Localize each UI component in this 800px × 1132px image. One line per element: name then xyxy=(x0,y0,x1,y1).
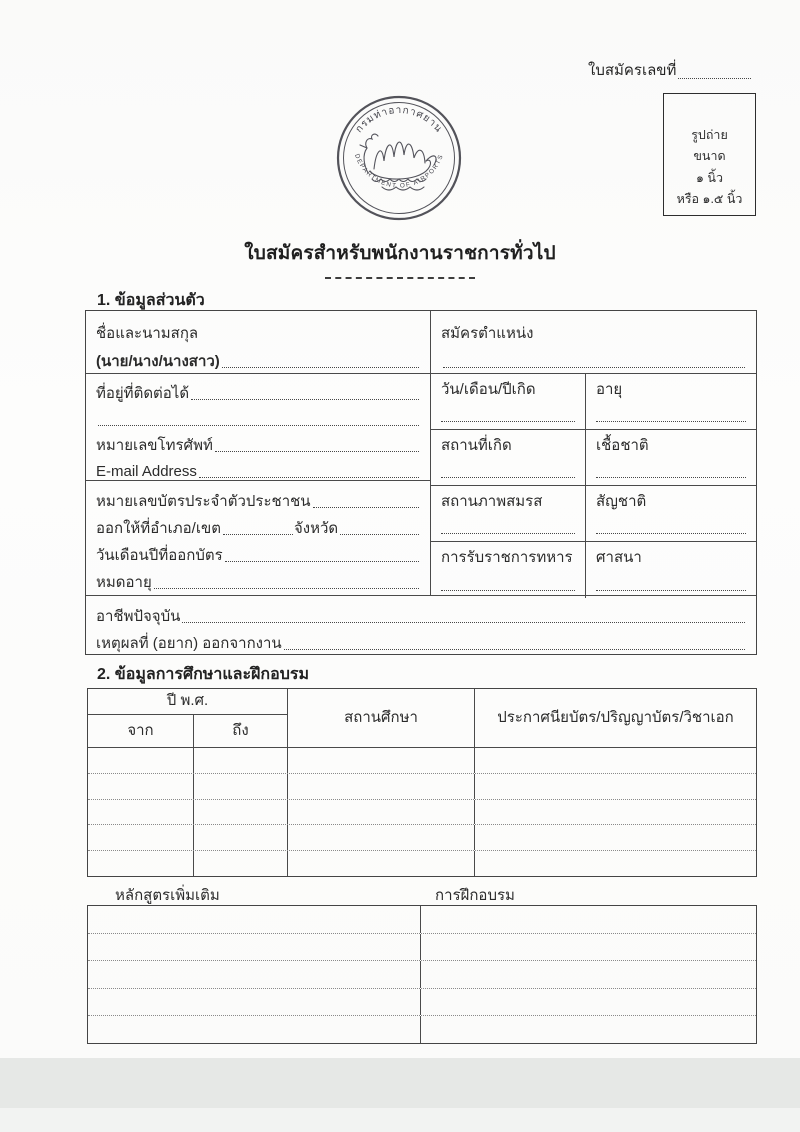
dob-blank xyxy=(441,421,575,422)
religion-cell xyxy=(586,542,756,598)
occupation-label: อาชีพปัจจุบัน xyxy=(96,607,181,625)
military-cell xyxy=(431,542,586,598)
course-training-table xyxy=(87,905,757,1044)
extra-course-label: หลักสูตรเพิ่มเติม xyxy=(115,887,220,904)
issue-date-blank xyxy=(225,561,419,562)
application-number-blank xyxy=(678,78,751,79)
name-blank xyxy=(222,367,419,368)
birthplace-cell xyxy=(431,430,586,485)
year-header: ปี พ.ศ. xyxy=(88,689,287,715)
to-header: ถึง xyxy=(232,721,249,739)
issued-at-label: ออกให้ที่อำเภอ/เขต xyxy=(96,519,221,537)
name-cell xyxy=(86,311,431,373)
education-row xyxy=(88,800,756,826)
education-row xyxy=(88,774,756,800)
dob-label: วัน/เดือน/ปีเกิด xyxy=(441,381,536,398)
photo-box-line: หรือ ๑.๕ นิ้ว xyxy=(676,191,743,206)
age-label: อายุ xyxy=(596,381,623,398)
course-training-row xyxy=(88,989,756,1017)
address-id-column xyxy=(86,374,431,595)
department-of-airports-seal xyxy=(334,93,464,223)
nationality-label: สัญชาติ xyxy=(596,493,647,510)
education-row xyxy=(88,851,756,876)
race-label: เชื้อชาติ xyxy=(596,437,649,454)
nationality-cell xyxy=(586,486,756,541)
certificate-header: ประกาศนียบัตร/ปริญญาบัตร/วิชาเอก xyxy=(497,708,734,726)
school-header: สถานศึกษา xyxy=(288,689,475,747)
province-label: จังหวัด xyxy=(293,519,339,537)
occupation-blank xyxy=(182,622,745,623)
from-header: จาก xyxy=(88,715,194,747)
id-card-cell xyxy=(86,480,430,595)
title-underline xyxy=(325,277,475,279)
issued-at-blank xyxy=(223,534,293,535)
application-number-label: ใบสมัครเลขที่ xyxy=(588,62,677,79)
name-label: ชื่อและนามสกุล xyxy=(96,324,199,342)
education-table xyxy=(87,688,757,877)
address-cell xyxy=(86,374,430,480)
form-title: ใบสมัครสำหรับพนักงานราชการทั่วไป xyxy=(244,243,556,264)
marital-blank xyxy=(441,533,575,534)
address-label: ที่อยู่ที่ติดต่อได้ xyxy=(96,384,190,402)
marital-cell xyxy=(431,486,586,541)
course-training-row xyxy=(88,1016,756,1043)
education-row xyxy=(88,748,756,774)
religion-label: ศาสนา xyxy=(596,549,642,566)
marital-label: สถานภาพสมรส xyxy=(441,493,543,510)
phone-label: หมายเลขโทรศัพท์ xyxy=(96,436,213,454)
issue-date-label: วันเดือนปีที่ออกบัตร xyxy=(96,546,223,564)
year-header-group xyxy=(88,689,288,747)
seal-graphic xyxy=(334,93,464,223)
education-table-body xyxy=(88,748,756,876)
id-card-blank xyxy=(313,507,419,508)
personal-info-table xyxy=(85,310,757,655)
email-label: E-mail Address xyxy=(96,462,197,480)
application-number-line xyxy=(588,58,752,82)
position-blank xyxy=(443,367,745,368)
scanner-shadow-band xyxy=(0,1058,800,1108)
age-cell xyxy=(586,374,756,429)
birthplace-blank xyxy=(441,477,575,478)
age-blank xyxy=(596,421,746,422)
leave-reason-blank xyxy=(284,649,745,650)
email-blank xyxy=(199,477,419,478)
photo-box-line: ขนาด xyxy=(693,149,726,164)
religion-blank xyxy=(596,590,746,591)
dob-cell xyxy=(431,374,586,429)
position-cell xyxy=(431,311,756,373)
scanner-edge-band xyxy=(0,1108,800,1132)
education-row xyxy=(88,825,756,851)
position-label: สมัครตำแหน่ง xyxy=(441,324,534,342)
province-blank xyxy=(340,534,419,535)
address-blank xyxy=(191,399,419,400)
expiry-label: หมดอายุ xyxy=(96,573,152,591)
name-position-row xyxy=(86,311,756,373)
race-cell xyxy=(586,430,756,485)
photo-box xyxy=(663,93,756,216)
address-blank2 xyxy=(98,425,419,426)
military-label: การรับราชการทหาร xyxy=(441,549,573,566)
section1-heading: 1. ข้อมูลส่วนตัว xyxy=(97,292,205,309)
leave-reason-label: เหตุผลที่ (อยาก) ออกจากงาน xyxy=(96,634,282,652)
course-training-row xyxy=(88,961,756,989)
military-blank xyxy=(441,590,575,591)
occupation-row xyxy=(86,595,756,656)
personal-detail-grid xyxy=(431,374,756,595)
education-table-header xyxy=(88,689,756,748)
svg-text:กรมท่าอากาศยาน xyxy=(354,105,445,135)
section2-heading: 2. ข้อมูลการศึกษาและฝึกอบรม xyxy=(97,666,310,683)
name-prefix-label: (นาย/นาง/นางสาว) xyxy=(96,352,220,370)
expiry-blank xyxy=(154,588,419,589)
seal-english-text: DEPARTMENT OF AIRPORTS xyxy=(352,152,446,190)
course-training-row xyxy=(88,906,756,934)
race-blank xyxy=(596,477,746,478)
training-label: การฝึกอบรม xyxy=(435,887,515,904)
photo-box-line: ๑ นิ้ว xyxy=(696,170,723,185)
phone-blank xyxy=(215,451,419,452)
birthplace-label: สถานที่เกิด xyxy=(441,437,512,454)
id-card-label: หมายเลขบัตรประจำตัวประชาชน xyxy=(96,492,311,510)
photo-box-line: รูปถ่าย xyxy=(691,128,728,142)
seal-thai-text: กรมท่าอากาศยาน xyxy=(353,104,445,136)
course-training-row xyxy=(88,934,756,962)
nationality-blank xyxy=(596,533,746,534)
